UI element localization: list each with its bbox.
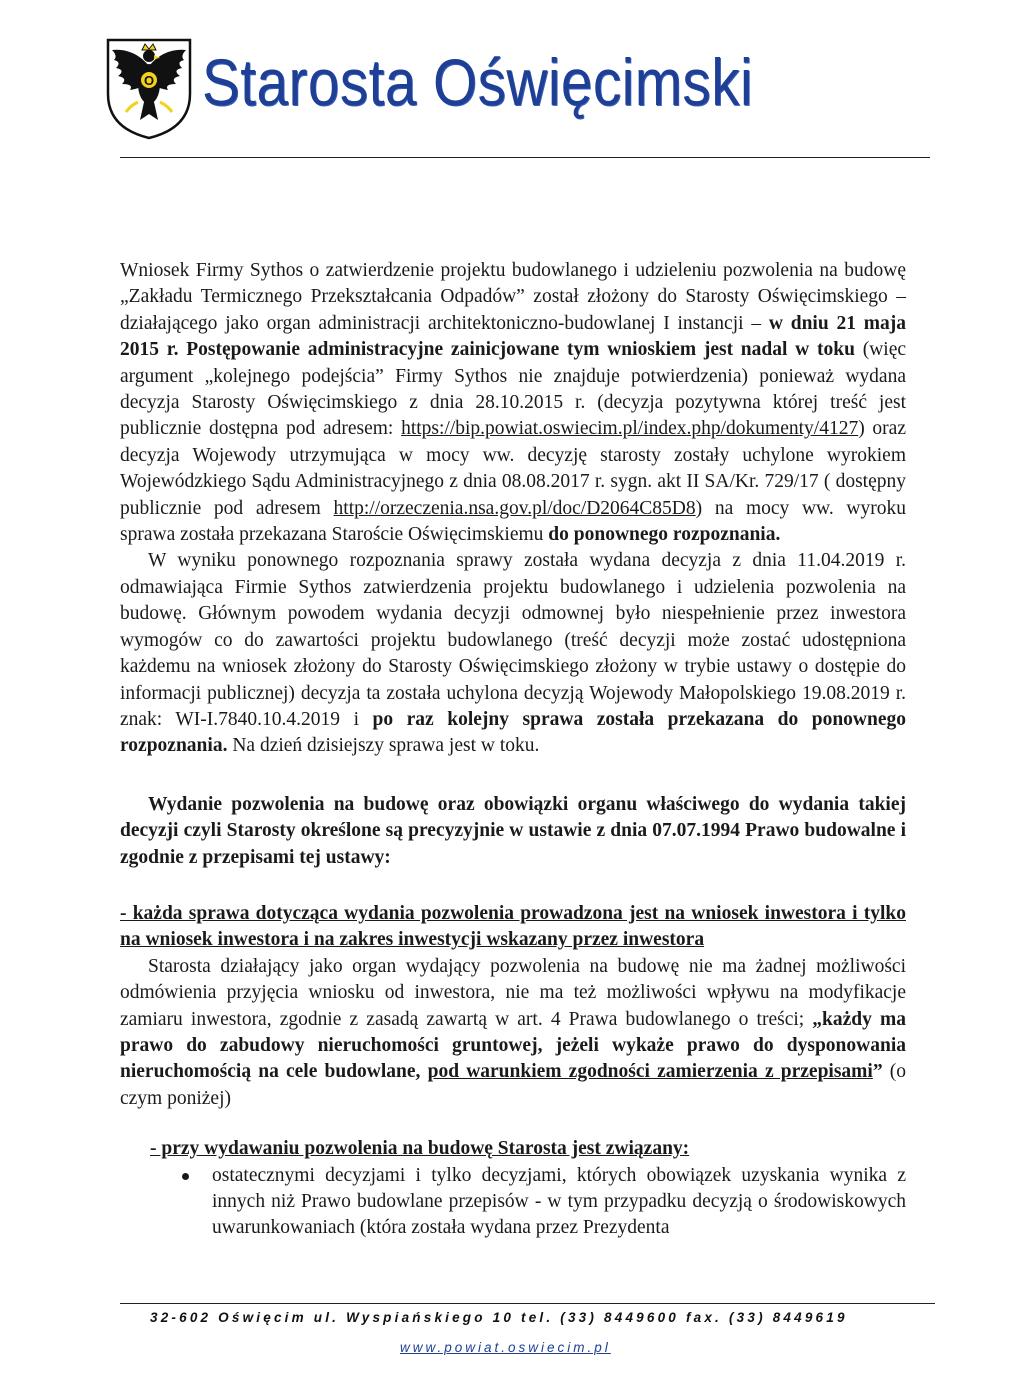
section-heading: Wydanie pozwolenia na budowę oraz obowiązki organu właściwego do wydania takiej decyzji czyli Starosty określone są precyzyjnie w ustawie z dnia 07.07.1994 Prawo budowalne i zgodnie z przepisami tej ustawy: [120, 793, 906, 868]
text-span: Wniosek Firmy Sythos o zatwierdzenie projektu budowlanego i udzieleniu pozwolenia na budowę „Zakładu Termicznego Przekształcania Odpadów” został złożony do Starosty Oświęcimskiego – działającego jako organ administracji architektoniczno-budowlanej I instancji – [120, 260, 906, 334]
text-span: ) na mocy ww. wyroku sprawa została przekazana Staroście Oświęcimskiemu [120, 497, 907, 546]
rule-heading: - każda sprawa dotycząca wydania pozwolenia prowadzona jest na wniosek inwestora i tylko na wniosek inwestora i na zakres inwestycji wskazany przez inwestora [120, 902, 906, 951]
text-span: (o czym poniżej) [120, 1061, 906, 1109]
status-emphasis: Postępowanie administracyjne zainicjowane tym wnioskiem jest nadal w toku [186, 339, 855, 361]
text-span: Starosta działający jako organ wydający pozwolenia na budowę nie ma żadnej możliwości odmówienia przyjęcia wniosku od inwestora, nie ma też możliwości wpływu na modyfikacje zamiaru inwestora, zgodnie z zasadą zawartą w art. 4 Prawa budowlanego o treści; [120, 955, 906, 1030]
letter-body [120, 258, 906, 1242]
letterhead [100, 30, 940, 150]
date-emphasis: w dniu 21 maja 2015 r. [120, 312, 906, 361]
rule-heading: - przy wydawaniu pozwolenia na budowę Starosta jest związany: [150, 1138, 690, 1160]
text-span: (więc argument „kolejnego podejścia” Firmy Sythos nie znajduje potwierdzenia) ponieważ wydana decyzja Starosty Oświęcimskiego z dnia 28.10.2015 r. (decyzja pozytywna której treść jest publicznie dostępna pod adresem: [120, 339, 907, 440]
text-span: ) oraz decyzja Wojewody utrzymująca w mocy ww. decyzję starosty zostały uchylone wyrokiem Wojewódzkiego Sądu Administracyjnego z dnia 08.08.2017 r. sygn. akt II SA/Kr. 729/17 ( dostępny publicznie pod adresem [120, 418, 906, 519]
svg-text:O: O [143, 73, 155, 88]
reconsideration-emphasis: po raz kolejny sprawa została przekazana do ponownego rozpoznania. [120, 708, 906, 757]
quote-condition: pod warunkiem zgodności zamierzenia z przepisami [427, 1061, 873, 1083]
bullet-icon [182, 1173, 189, 1180]
footer-website-link[interactable]: www.powiat.oswiecim.pl [400, 1340, 611, 1355]
bip-link[interactable]: https://bip.powiat.oswiecim.pl/index.php/dokumenty/4127 [401, 418, 859, 440]
text-span: Na dzień dzisiejszy sprawa jest w toku. [227, 735, 540, 757]
header-divider [120, 157, 930, 158]
paragraph [120, 954, 906, 1112]
footer-divider [120, 1303, 935, 1304]
coat-of-arms-eagle-icon [104, 36, 194, 140]
reconsideration-emphasis: do ponownego rozpoznania. [548, 524, 781, 546]
organization-title: Starosta Oświęcimski [202, 45, 754, 119]
bullet-list [120, 1163, 906, 1242]
nsa-link[interactable]: http://orzeczenia.nsa.gov.pl/doc/D2064C85D8 [333, 497, 696, 519]
paragraph [120, 548, 906, 759]
text-span: W wyniku ponownego rozpoznania sprawy została wydana decyzja z dnia 11.04.2019 r. odmawiająca Firmie Sythos zatwierdzenia projektu budowlanego i udzielenia pozwolenia na budowę. Głównym powodem wydania decyzji odmownej było niespełnienie przez inwestora wymogów co do zawartości projektu budowlanego (treść decyzji może zostać udostępniona każdemu na wniosek złożony do Starosty Oświęcimskiego złożony w trybie ustawy o dostępie do informacji publicznej) decyzja ta została uchylona decyzją Wojewody Małopolskiego 19.08.2019 r. znak: WI-I.7840.10.4.2019 i [120, 550, 906, 730]
paragraph [120, 258, 906, 548]
list-item [212, 1163, 906, 1242]
list-item-text: ostatecznymi decyzjami i tylko decyzjami, których obowiązek uzyskania wynika z innych niż Prawo budowlane przepisów - w tym przypadku decyzją o środowiskowych uwarunkowaniach (która została wydana przez Prezydenta [212, 1164, 906, 1239]
quote-emphasis: „każdy ma prawo do zabudowy nieruchomości gruntowej, jeżeli wykaże prawo do dysponowania nieruchomością na cele budowlane, [120, 1008, 906, 1083]
quote-close: ” [872, 1061, 883, 1083]
footer-address: 32-602 Oświęcim ul. Wyspiańskiego 10 tel. (33) 8449600 fax. (33) 8449619 [150, 1310, 848, 1325]
